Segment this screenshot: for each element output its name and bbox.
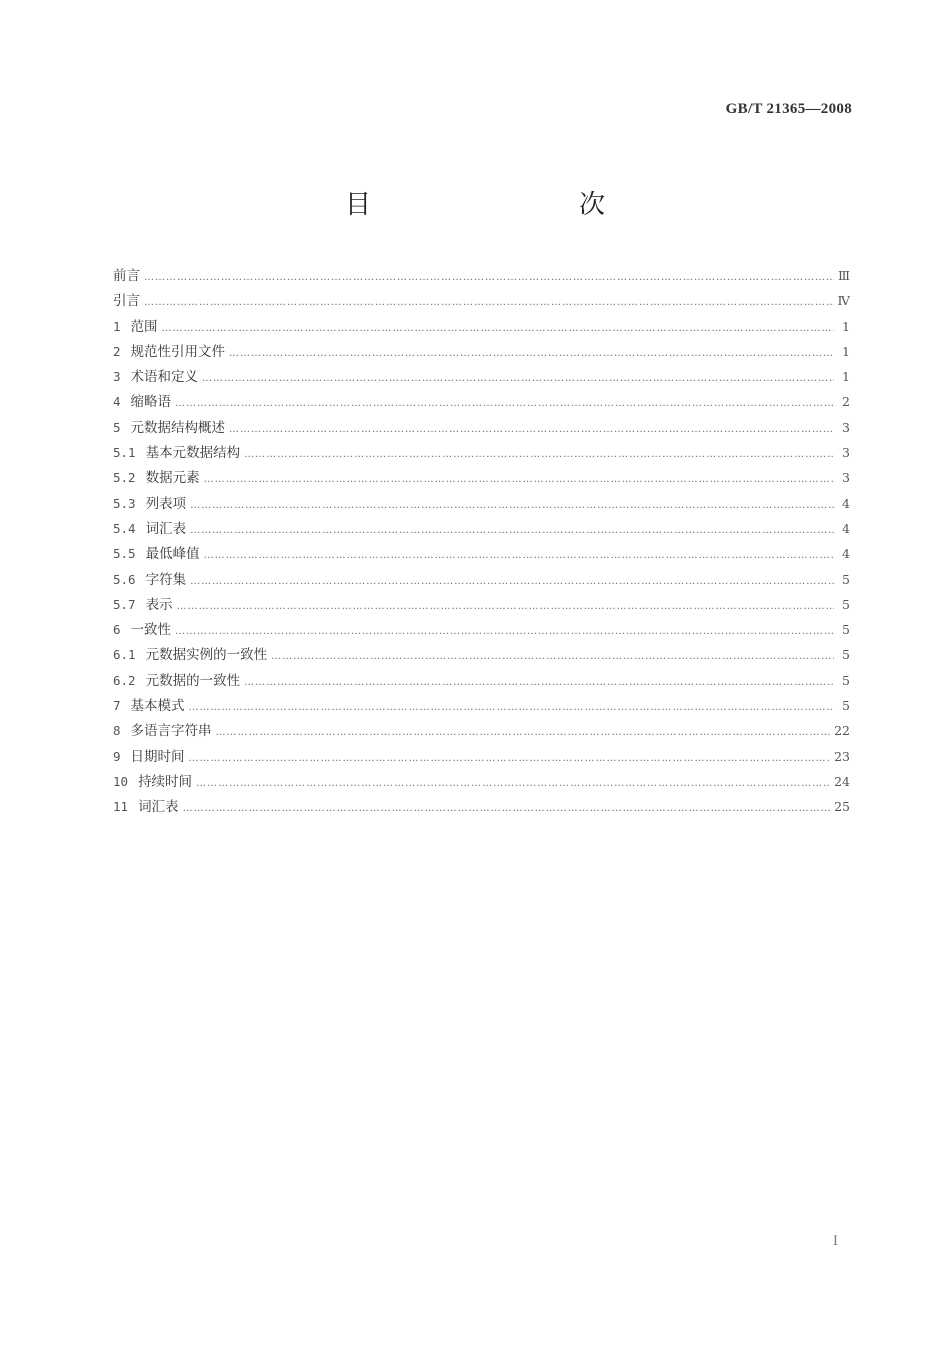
toc-entry-label: 范围 xyxy=(130,318,158,335)
toc-entry[interactable] xyxy=(113,465,850,490)
toc-entry[interactable] xyxy=(113,668,850,693)
toc-entry-page: Ⅳ xyxy=(837,293,850,309)
toc-entry-label: 元数据结构概述 xyxy=(130,419,226,436)
toc-entry-number: 5 xyxy=(113,419,121,435)
toc-dot-leader xyxy=(144,265,834,290)
toc-entry-page: 22 xyxy=(834,723,850,739)
toc-entry-label: 前言 xyxy=(113,268,140,284)
toc-entry[interactable] xyxy=(113,592,850,617)
toc-entry-label: 表示 xyxy=(145,596,173,613)
toc-entry[interactable] xyxy=(113,693,850,718)
toc-entry-label: 缩略语 xyxy=(130,394,172,411)
toc-entry[interactable] xyxy=(113,440,850,465)
toc-entry[interactable] xyxy=(113,491,850,516)
toc-entry-label: 日期时间 xyxy=(130,748,185,765)
toc-entry[interactable] xyxy=(113,263,850,288)
toc-entry-page: 5 xyxy=(842,647,850,663)
toc-entry-page: 24 xyxy=(834,773,850,789)
toc-entry-number: 11 xyxy=(113,799,129,815)
toc-dot-leader xyxy=(229,417,834,442)
toc-entry-page: 5 xyxy=(842,622,850,638)
table-of-contents xyxy=(113,263,850,820)
toc-entry[interactable] xyxy=(113,389,850,414)
toc-entry-page: 2 xyxy=(842,394,850,410)
toc-entry[interactable] xyxy=(113,567,850,592)
toc-entry-page: Ⅲ xyxy=(837,268,850,283)
toc-entry-page: 23 xyxy=(834,748,850,764)
toc-entry-page: 4 xyxy=(842,520,850,536)
toc-dot-leader xyxy=(190,518,834,543)
toc-entry-label: 数据元素 xyxy=(145,470,200,487)
toc-entry-label: 规范性引用文件 xyxy=(130,343,226,360)
toc-entry-page: 3 xyxy=(842,419,850,435)
toc-dot-leader xyxy=(271,644,834,669)
toc-entry[interactable] xyxy=(113,314,850,339)
toc-dot-leader xyxy=(244,442,834,467)
toc-entry[interactable] xyxy=(113,744,850,769)
toc-entry-page: 5 xyxy=(842,596,850,612)
toc-entry-number: 9 xyxy=(113,748,121,764)
toc-entry-number: 3 xyxy=(113,369,121,385)
toc-entry-label: 术语和定义 xyxy=(130,369,199,386)
toc-entry-number: 8 xyxy=(113,723,121,739)
toc-entry[interactable] xyxy=(113,516,850,541)
toc-entry-page: 4 xyxy=(842,546,850,562)
toc-dot-leader xyxy=(175,619,834,644)
toc-dot-leader xyxy=(229,341,834,366)
toc-entry[interactable] xyxy=(113,339,850,364)
toc-entry[interactable] xyxy=(113,769,850,794)
standard-code: GB/T 21365—2008 xyxy=(725,101,852,117)
toc-entry-page: 25 xyxy=(834,799,850,815)
toc-entry-label: 引言 xyxy=(113,293,140,310)
toc-entry-number: 5.2 xyxy=(113,470,136,486)
toc-entry[interactable] xyxy=(113,617,850,642)
toc-entry-page: 5 xyxy=(842,672,850,688)
toc-entry-label: 基本元数据结构 xyxy=(145,445,241,462)
toc-dot-leader xyxy=(196,771,830,796)
toc-dot-leader xyxy=(177,594,834,619)
toc-entry-number: 6.1 xyxy=(113,647,136,663)
toc-entry-number: 5.1 xyxy=(113,445,136,461)
toc-dot-leader xyxy=(189,746,831,771)
toc-entry-number: 10 xyxy=(113,773,129,789)
toc-dot-leader xyxy=(183,796,831,821)
toc-entry-page: 1 xyxy=(842,369,850,385)
toc-dot-leader xyxy=(189,695,834,720)
toc-entry-page: 3 xyxy=(842,445,850,461)
toc-entry-number: 5.4 xyxy=(113,520,136,536)
toc-entry-label: 词汇表 xyxy=(145,520,187,537)
toc-entry-label: 一致性 xyxy=(130,622,172,639)
toc-entry-page: 5 xyxy=(842,698,850,714)
page-title: 目 次 xyxy=(344,190,657,220)
toc-dot-leader xyxy=(190,493,834,518)
toc-entry-page: 3 xyxy=(842,470,850,486)
toc-dot-leader xyxy=(204,467,834,492)
toc-dot-leader xyxy=(190,569,834,594)
toc-entry-page: 5 xyxy=(842,571,850,587)
toc-entry-number: 5.5 xyxy=(113,546,136,562)
toc-entry-label: 元数据的一致性 xyxy=(145,672,241,689)
toc-entry-label: 持续时间 xyxy=(138,773,193,790)
toc-entry-number: 2 xyxy=(113,343,121,359)
toc-entry-label: 字符集 xyxy=(145,571,187,588)
toc-entry[interactable] xyxy=(113,794,850,819)
toc-entry-number: 5.7 xyxy=(113,596,136,612)
toc-entry-label: 列表项 xyxy=(145,495,187,512)
toc-entry-number: 5.6 xyxy=(113,571,136,587)
toc-entry-number: 4 xyxy=(113,394,121,410)
toc-entry[interactable] xyxy=(113,364,850,389)
toc-entry-label: 元数据实例的一致性 xyxy=(145,647,268,664)
toc-dot-leader xyxy=(204,543,834,568)
toc-entry-number: 6.2 xyxy=(113,672,136,688)
toc-entry[interactable] xyxy=(113,718,850,743)
toc-dot-leader xyxy=(202,366,834,391)
toc-entry-page: 4 xyxy=(842,495,850,511)
toc-entry[interactable] xyxy=(113,642,850,667)
toc-entry[interactable] xyxy=(113,541,850,566)
toc-entry-label: 基本模式 xyxy=(130,698,185,715)
toc-entry-label: 多语言字符串 xyxy=(130,723,212,740)
toc-entry-page: 1 xyxy=(842,318,850,334)
toc-entry-number: 7 xyxy=(113,698,121,714)
toc-dot-leader xyxy=(244,670,834,695)
toc-entry-number: 5.3 xyxy=(113,495,136,511)
page-number: I xyxy=(832,1234,838,1249)
toc-dot-leader xyxy=(162,316,834,341)
toc-entry[interactable] xyxy=(113,288,850,313)
toc-dot-leader xyxy=(144,290,834,315)
toc-dot-leader xyxy=(216,720,831,745)
toc-entry-number: 1 xyxy=(113,318,121,334)
toc-entry[interactable] xyxy=(113,415,850,440)
toc-entry-number: 6 xyxy=(113,622,121,638)
toc-entry-label: 词汇表 xyxy=(138,799,179,816)
toc-dot-leader xyxy=(175,391,834,416)
toc-entry-label: 最低峰值 xyxy=(145,546,200,563)
toc-entry-page: 1 xyxy=(842,343,850,359)
